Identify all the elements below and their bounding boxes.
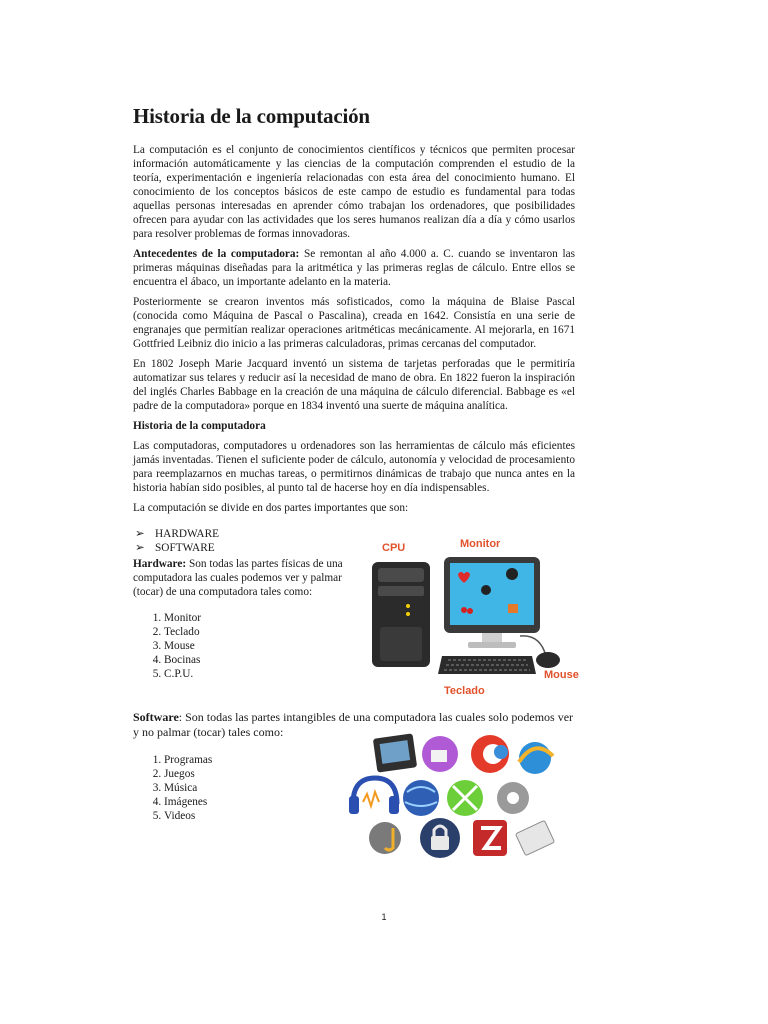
globe-icon: [403, 780, 439, 816]
browser-c-icon: [471, 735, 509, 773]
software-list: [133, 753, 333, 823]
hardware-section: [133, 557, 348, 681]
list-item: ➢ HARDWARE: [135, 527, 575, 541]
list-item: 4. Bocinas: [164, 653, 348, 667]
list-item: 5. Videos: [164, 809, 333, 823]
antecedentes-label: Antecedentes de la computadora:: [133, 248, 300, 260]
hardware-paragraph: [133, 557, 348, 599]
mouse-label: Mouse: [544, 669, 579, 681]
cpu-tower-icon: [372, 562, 430, 667]
list-item: 1. Programas: [164, 753, 333, 767]
monitor-label: Monitor: [460, 538, 501, 550]
historia-heading: Historia de la computadora: [133, 420, 266, 432]
xbox-icon: [447, 780, 483, 816]
software-text: : Son todas las partes intangibles de una computadora las cuales solo podemos ver y no palmar (tocar) tales como:: [133, 710, 574, 739]
filezilla-icon: [473, 820, 507, 856]
antecedentes-text: Se remontan al año 4.000 a. C. cuando se inventaron las primeras máquinas diseñadas para la aritmética y las primeras reglas de cálculo. Entre ellos se encuentra el ábaco, un importante adelanto en la materia.: [133, 248, 575, 288]
software-icons-collage: [345, 732, 560, 862]
historia-paragraph: Las computadoras, computadores u ordenadores son las herramientas de cálculo más eficientes jamás inventadas. Tienen el suficiente poder de cálculo, autonomía y velocidad de procesamiento para reemplazarnos en muchas tareas, o permitirnos dinámicas de trabajo que nunca antes en la historia habían sido posibles, al punto tal de hacerse hoy en día indispensables.: [133, 440, 575, 494]
hardware-text: Son todas las partes físicas de una computadora las cuales podemos ver y palmar (tocar) de una computadora tales como:: [133, 558, 343, 598]
document-body: [133, 104, 575, 555]
film-music-icon: [369, 822, 401, 854]
list-item: 4. Imágenes: [164, 795, 333, 809]
hardware-list: [133, 611, 348, 681]
software-label: Software: [133, 710, 179, 724]
document-icon: [515, 820, 554, 855]
gear-icon: [497, 782, 529, 814]
divide-paragraph: La computación se divide en dos partes importantes que son:: [133, 502, 409, 514]
cpu-label: CPU: [382, 542, 406, 554]
internet-explorer-icon: [519, 742, 553, 774]
antecedentes-paragraph: [133, 247, 575, 289]
hardware-label: Hardware:: [133, 558, 187, 570]
list-item: 3. Música: [164, 781, 333, 795]
software-list-wrap: [133, 753, 333, 823]
film-editor-icon: [373, 733, 417, 772]
jacquard-paragraph: En 1802 Joseph Marie Jacquard inventó un sistema de tarjetas perforadas que le permitiría automatizar sus telares y reducir así la necesidad de mano de obra. En 1822 fueron la inspiración del inglés Charles Babbage en la creación de una máquina de cálculo diferencial. Babbage es «el padre de la computadora» porque en 1834 inventó una suerte de máquina analítica.: [133, 358, 575, 412]
list-item: 1. Monitor: [164, 611, 348, 625]
list-item: 2. Teclado: [164, 625, 348, 639]
list-item: 5. C.P.U.: [164, 667, 348, 681]
lock-icon: [420, 818, 460, 858]
list-item: ➢ SOFTWARE: [135, 541, 575, 555]
monitor-icon: [444, 557, 540, 648]
intro-paragraph: La computación es el conjunto de conocimientos científicos y técnicos que permiten procesar información automáticamente y las ciencias de la computación comprenden el estudio de la teoría, experimentación e ingeniería relacionadas con esta área del conocimiento humano. El conocimiento de los conceptos básicos de este campo de estudio es fundamental para todas aquellas personas interesadas en aprender cómo trabajan los ordenadores, que posibilidades ofrecen para ayudar con las actividades que los seres humanos realizan día a día y cómo usarlos para resolver problemas de formas innovadoras.: [133, 144, 575, 240]
list-item: 3. Mouse: [164, 639, 348, 653]
keyboard-icon: [438, 656, 536, 674]
page-number: 1: [381, 912, 387, 922]
page-title: Historia de la computación: [133, 104, 370, 128]
audio-editor-icon: [349, 778, 399, 814]
teclado-label: Teclado: [444, 685, 485, 697]
posteriormente-paragraph: Posteriormente se crearon inventos más sofisticados, como la máquina de Blaise Pascal (conocida como Máquina de Pascal o Pascalina), creada en 1642. Consistía en una serie de engranajes que permitían realizar operaciones aritméticas mecánicamente. Al mejorarla, en 1671 Gottfried Leibniz dio inicio a las primeras calculadoras, primas cercanas del computador.: [133, 296, 575, 350]
list-item: 2. Juegos: [164, 767, 333, 781]
media-player-icon: [422, 736, 458, 772]
computer-illustration: [360, 532, 590, 702]
